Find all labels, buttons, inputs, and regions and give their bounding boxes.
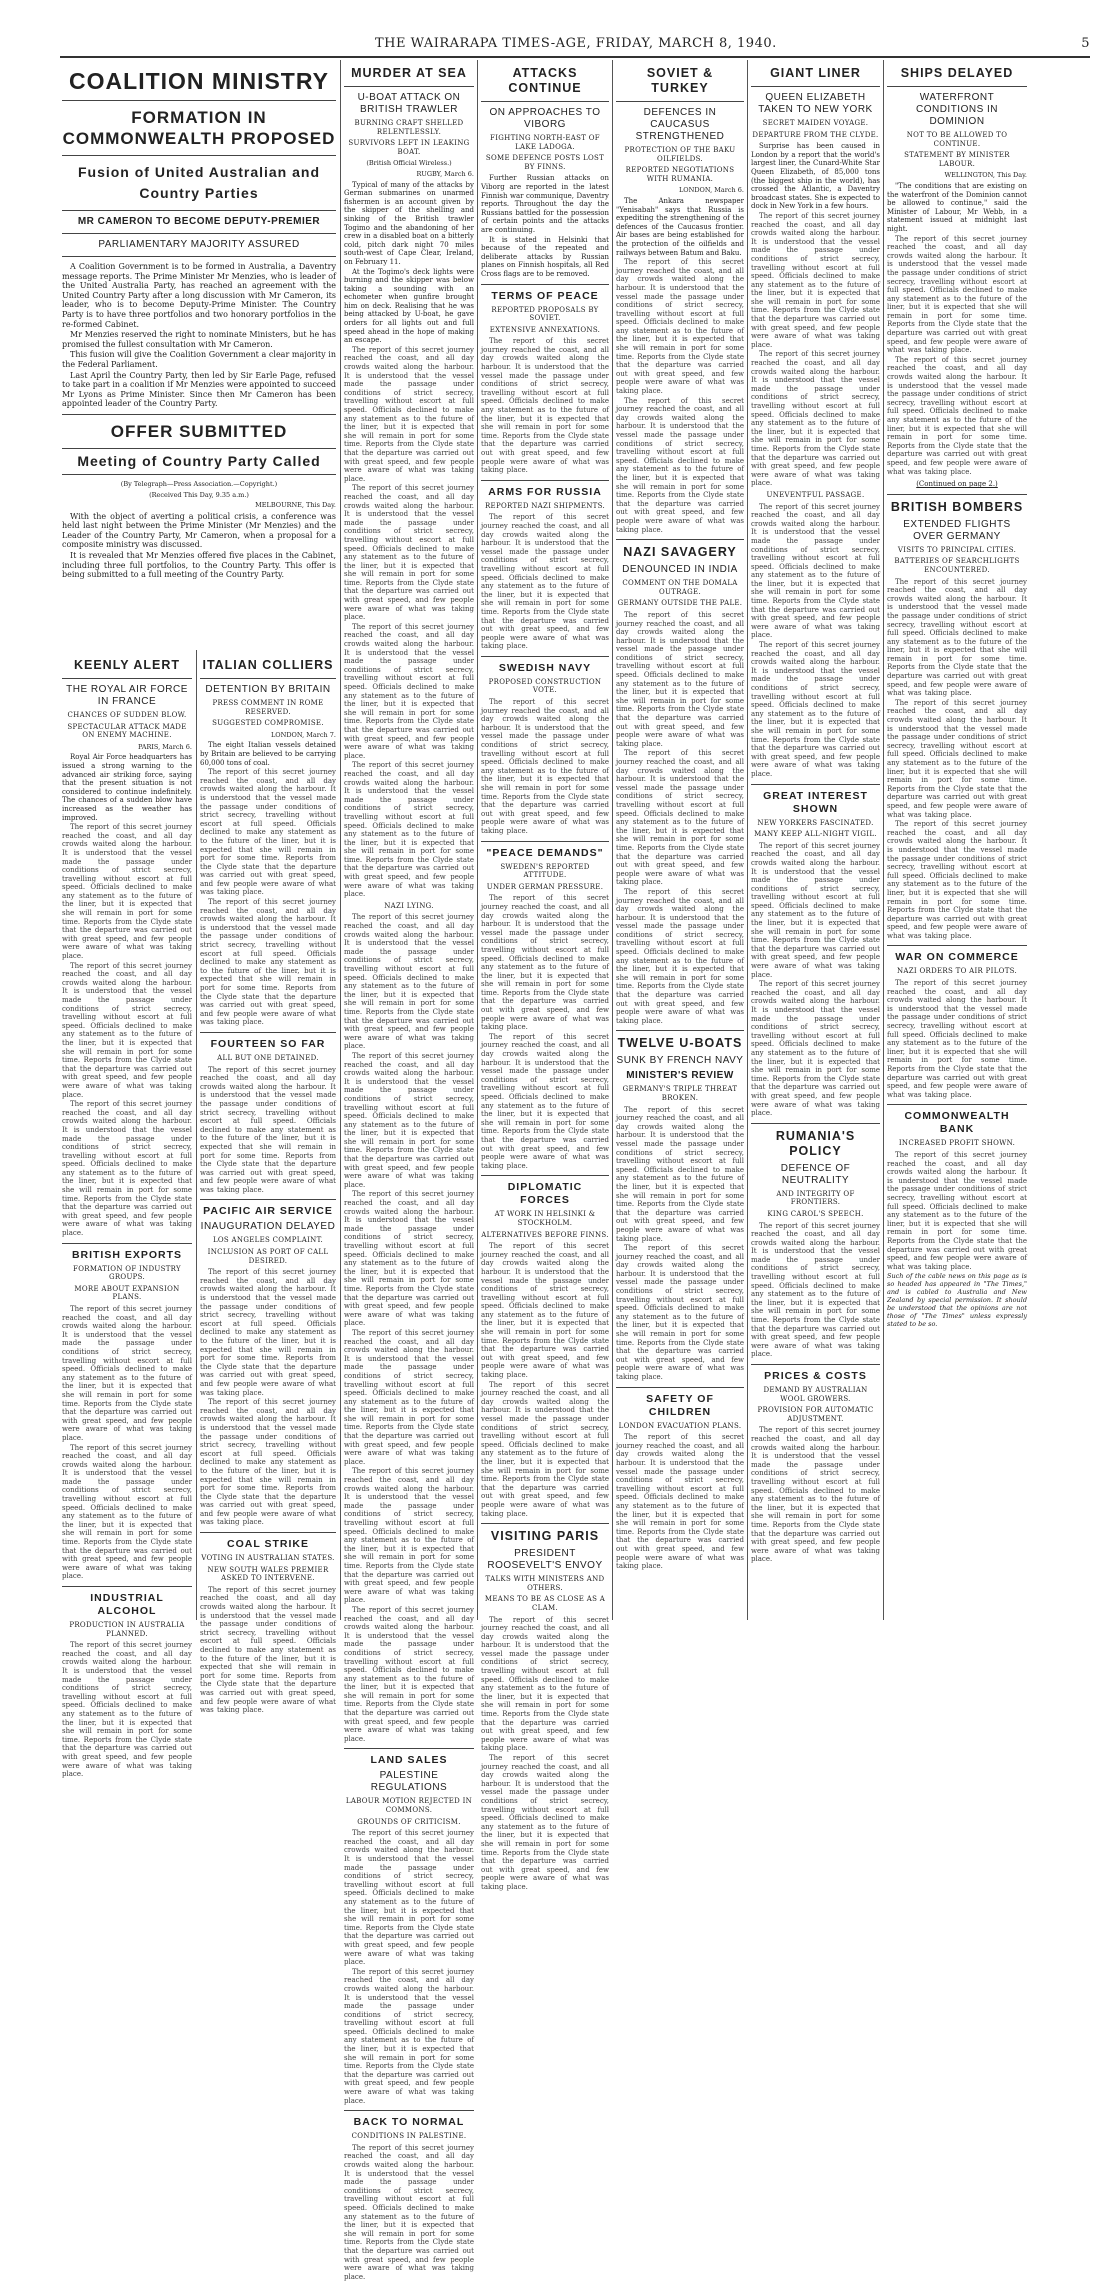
page-number: 5 bbox=[1081, 36, 1090, 51]
dateline: WELLINGTON, This Day. bbox=[944, 171, 1027, 180]
keenly-article bbox=[62, 654, 192, 1779]
paragraph: The report of this secret journey reached the coast, and all day crowds waited along the harbour. It is understood that the vessel made the passage under conditions of strict secrecy, travelling without escort at full speed. Officials declined to make any statement as to the future of the liner, but it is expected that she will remain in port for some time. Reports from the Clyde state that the departure was carried out with great speed, and few people were aware of what was taking place. bbox=[481, 1615, 610, 1753]
paragraph: This fusion will give the Coalition Government a clear majority in the Federal Parliament. bbox=[62, 350, 336, 369]
paragraph: The report of this secret journey reached the coast, and all day crowds waited along the harbour. It is understood that the vessel made the passage under conditions of strict secrecy, travelling without escort at full speed. Officials declined to make any statement as to the future of the liner, but it is expected that she will remain in port for some time. Reports from the Clyde state that the departure was carried out with great speed, and few people were aware of what was taking place. bbox=[344, 1328, 474, 1466]
attacks-sub: ON APPROACHES TO VIBORG bbox=[489, 107, 601, 130]
kicker: STATEMENT BY MINISTER LABOUR. bbox=[904, 151, 1010, 168]
paragraph: The report of this secret journey reached the coast, and all day crowds waited along the harbour. It is understood that the vessel made the passage under conditions of strict secrecy, travelling without escort at full speed. Officials declined to make any statement as to the future of the liner, but it is expected that she will remain in port for some time. Reports from the Clyde state that the departure was carried out with great speed, and few people were aware of what was taking place. bbox=[616, 258, 745, 396]
paragraph: The report of this secret journey reached the coast, and all day crowds waited along the harbour. It is understood that the vessel made the passage under conditions of strict secrecy, travelling without escort at full speed. Officials declined to make any statement as to the future of the liner, but it is expected that she will remain in port for some time. Reports from the Clyde state that the departure was carried out with great speed, and few people were aware of what was taking place. bbox=[481, 337, 610, 475]
prices-headline: PRICES & COSTS bbox=[764, 1370, 867, 1382]
paragraph: The report of this secret journey reached the coast, and all day crowds waited along the harbour. It is understood that the vessel made the passage under conditions of strict secrecy, travelling without escort at full speed. Officials declined to make any statement as to the future of the liner, but it is expected that she will remain in port for some time. Reports from the Clyde state that the departure was carried out with great speed, and few people were aware of what was taking place. bbox=[200, 1398, 336, 1527]
paragraph: The report of this secret journey reached the coast, and all day crowds waited along the harbour. It is understood that the vessel made the passage under conditions of strict secrecy, travelling without escort at full speed. Officials declined to make any statement as to the future of the liner, but it is expected that she will remain in port for some time. Reports from the Clyde state that the departure was carried out with great speed, and few people were aware of what was taking place. bbox=[887, 355, 1027, 476]
column-divider bbox=[883, 60, 884, 1620]
attacks-article bbox=[481, 62, 610, 1891]
paragraph: "The conditions that are existing on the waterfront of the Dominion cannot be allowed to continue," said the Minister of Labour, Mr Webb, in a statement issued at midnight last night. bbox=[887, 181, 1027, 233]
twelve-headline: TWELVE U-BOATS bbox=[617, 1036, 743, 1051]
attacks-headline: ATTACKS CONTINUE bbox=[508, 66, 582, 95]
kicker: UNDER GERMAN PRESSURE. bbox=[486, 882, 604, 891]
kicker: NOT TO BE ALLOWED TO CONTINUE. bbox=[906, 131, 1008, 148]
paragraph: The report of this secret journey reached the coast, and all day crowds waited along the harbour. It is understood that the vessel made the passage under conditions of strict secrecy, travelling without escort at full speed. Officials declined to make any statement as to the future of the liner, but it is expected that she will remain in port for some time. Reports from the Clyde state that the departure was carried out with great speed, and few people were aware of what was taking place. bbox=[481, 513, 610, 651]
exports-headline: BRITISH EXPORTS bbox=[71, 1248, 183, 1261]
paragraph: The report of this secret journey reached the coast, and all day crowds waited along the harbour. It is understood that the vessel made the passage under conditions of strict secrecy, travelling without escort at full speed. Officials declined to make any statement as to the future of the liner, but it is expected that she will remain in port for some time. Reports from the Clyde state that the departure was carried out with great speed, and few people were aware of what was taking place. bbox=[200, 1585, 336, 1715]
keenly-headline: KEENLY ALERT bbox=[73, 658, 180, 672]
rumania-sub: DEFENCE OF NEUTRALITY bbox=[780, 1162, 851, 1186]
bombers-headline: BRITISH BOMBERS bbox=[890, 499, 1024, 514]
kicker: SWEDEN'S REPORTED ATTITUDE. bbox=[500, 862, 590, 880]
paragraph: The report of this secret journey reached the coast, and all day crowds waited along the harbour. It is understood that the vessel made the passage under conditions of strict secrecy, travelling without escort at full speed. Officials declined to make any statement as to the future of the liner, but it is expected that she will remain in port for some time. Reports from the Clyde state that the departure was carried out with great speed, and few people were aware of what was taking place. bbox=[200, 1065, 336, 1194]
kicker: REPORTED NAZI SHIPMENTS. bbox=[484, 501, 606, 510]
paragraph: The report of this secret journey reached the coast, and all day crowds waited along the harbour. It is understood that the vessel made the passage under conditions of strict secrecy, travelling without escort at full speed. Officials declined to make any statement as to the future of the liner, but it is expected that she will remain in port for some time. Reports from the Clyde state that the departure was carried out with great speed, and few people were aware of what was taking place. bbox=[344, 1467, 474, 1605]
continued-note: (Continued on page 2.) bbox=[916, 480, 998, 489]
paragraph: The report of this secret journey reached the coast, and all day crowds waited along the harbour. It is understood that the vessel made the passage under conditions of strict secrecy, travelling without escort at full speed. Officials declined to make any statement as to the future of the liner, but it is expected that she will remain in port for some time. Reports from the Clyde state that the departure was carried out with great speed, and few people were aware of what was taking place. bbox=[751, 211, 880, 349]
paragraph: The report of this secret journey reached the coast, and all day crowds waited along the harbour. It is understood that the vessel made the passage under conditions of strict secrecy, travelling without escort at full speed. Officials declined to make any statement as to the future of the liner, but it is expected that she will remain in port for some time. Reports from the Clyde state that the departure was carried out with great speed, and few people were aware of what was taking place. bbox=[481, 698, 610, 835]
paragraph: The report of this secret journey reached the coast, and all day crowds waited along the harbour. It is understood that the vessel made the passage under conditions of strict secrecy, travelling without escort at full speed. Officials declined to make any statement as to the future of the liner, but it is expected that she will remain in port for some time. Reports from the Clyde state that the departure was carried out with great speed, and few people were aware of what was taking place. bbox=[616, 610, 745, 748]
paragraph: The report of this secret journey reached the coast, and all day crowds waited along the harbour. It is understood that the vessel made the passage under conditions of strict secrecy, travelling without escort at full speed. Officials declined to make any statement as to the future of the liner, but it is expected that she will remain in port for some time. Reports from the Clyde state that the departure was carried out with great speed, and few people were aware of what was taking place. bbox=[887, 1150, 1027, 1271]
paragraph: The report of this secret journey reached the coast, and all day crowds waited along the harbour. It is understood that the vessel made the passage under conditions of strict secrecy, travelling without escort at full speed. Officials declined to make any statement as to the future of the liner, but it is expected that she will remain in port for some time. Reports from the Clyde state that the departure was carried out with great speed, and few people were aware of what was taking place. bbox=[887, 698, 1027, 819]
kicker: KING CAROL'S SPEECH. bbox=[767, 1209, 864, 1218]
twelve-sub2: MINISTER'S REVIEW bbox=[626, 1070, 734, 1082]
peace-headline: "PEACE DEMANDS" bbox=[486, 846, 604, 859]
kicker: SURVIVORS LEFT IN LEAKING BOAT. bbox=[348, 139, 470, 156]
meeting-headline: Meeting of Country Party Called bbox=[77, 452, 321, 469]
paragraph: The report of this secret journey reached the coast, and all day crowds waited along the harbour. It is understood that the vessel made the passage under conditions of strict secrecy, travelling without escort at full speed. Officials declined to make any statement as to the future of the liner, but it is expected that she will remain in port for some time. Reports from the Clyde state that the departure was carried out with great speed, and few people were aware of what was taking place. bbox=[751, 980, 880, 1118]
kicker: VOTING IN AUSTRALIAN STATES. bbox=[201, 1554, 335, 1563]
murder-headline: MURDER AT SEA bbox=[351, 66, 467, 80]
kicker: SOME DEFENCE POSTS LOST BY FINNS. bbox=[485, 154, 605, 171]
soviet-sub: DEFENCES IN CAUCASUS STRENGTHENED bbox=[635, 107, 725, 142]
paragraph: Mr Menzies reserved the right to nominate Ministers, but he has promised the fullest consultation with Mr Cameron. bbox=[62, 330, 336, 349]
back-headline: BACK TO NORMAL bbox=[353, 2116, 465, 2129]
kicker: ALL BUT ONE DETAINED. bbox=[217, 1053, 319, 1062]
kicker: DEMAND BY AUSTRALIAN WOOL GROWERS. bbox=[763, 1386, 868, 1403]
dateline: PARIS, March 6. bbox=[137, 742, 192, 751]
diplo-headline: DIPLOMATIC FORCES bbox=[507, 1181, 583, 1207]
masthead-title: THE WAIRARAPA TIMES-AGE, FRIDAY, MARCH 8, 1940. bbox=[375, 36, 777, 51]
paragraph: The report of this secret journey reached the coast, and all day crowds waited along the harbour. It is understood that the vessel made the passage under conditions of strict secrecy, travelling without escort at full speed. Officials declined to make any statement as to the future of the liner, but it is expected that she will remain in port for some time. Reports from the Clyde state that the departure was carried out with great speed, and few people were aware of what was taking place. bbox=[751, 841, 880, 979]
twelve-sub: SUNK BY FRENCH NAVY bbox=[616, 1055, 744, 1067]
kicker: VISITS TO PRINCIPAL CITIES. bbox=[897, 545, 1017, 554]
kicker: REPORTED PROPOSALS BY SOVIET. bbox=[491, 305, 599, 323]
visiting-sub: PRESIDENT ROOSEVELT'S ENVOY bbox=[487, 1548, 603, 1572]
paragraph: The report of this secret journey reached the coast, and all day crowds waited along the harbour. It is understood that the vessel made the passage under conditions of strict secrecy, travelling without escort at full speed. Officials declined to make any statement as to the future of the liner, but it is expected that she will remain in port for some time. Reports from the Clyde state that the departure was carried out with great speed, and few people were aware of what was taking place. bbox=[751, 1426, 880, 1564]
paragraph: The report of this secret journey reached the coast, and all day crowds waited along the harbour. It is understood that the vessel made the passage under conditions of strict secrecy, travelling without escort at full speed. Officials declined to make any statement as to the future of the liner, but it is expected that she will remain in port for some time. Reports from the Clyde state that the departure was carried out with great speed, and few people were aware of what was taking place. bbox=[62, 1305, 192, 1442]
paragraph: The eight Italian vessels detained by Britain are believed to be carrying 60,000 tons of coal. bbox=[200, 741, 336, 767]
paragraph: The report of this secret journey reached the coast, and all day crowds waited along the harbour. It is understood that the vessel made the passage under conditions of strict secrecy, travelling without escort at full speed. Officials declined to make any statement as to the future of the liner, but it is expected that she will remain in port for some time. Reports from the Clyde state that the departure was carried out with great speed, and few people were aware of what was taking place. bbox=[616, 887, 745, 1025]
alcohol-headline: INDUSTRIAL ALCOHOL bbox=[90, 1592, 164, 1617]
fourteen-headline: FOURTEEN SO FAR bbox=[210, 1037, 326, 1050]
paragraph: The report of this secret journey reached the coast, and all day crowds waited along the harbour. It is understood that the vessel made the passage under conditions of strict secrecy, travelling without escort at full speed. Officials declined to make any statement as to the future of the liner, but it is expected that she will remain in port for some time. Reports from the Clyde state that the departure was carried out with great speed, and few people were aware of what was taking place. bbox=[751, 1221, 880, 1359]
byline: (British Official Wireless.) bbox=[366, 159, 452, 168]
paragraph: The report of this secret journey reached the coast, and all day crowds waited along the harbour. It is understood that the vessel made the passage under conditions of strict secrecy, travelling without escort at full speed. Officials declined to make any statement as to the future of the liner, but it is expected that she will remain in port for some time. Reports from the Clyde state that the departure was carried out with great speed, and few people were aware of what was taking place. bbox=[751, 350, 880, 488]
rumania-headline: RUMANIA'S POLICY bbox=[775, 1128, 856, 1158]
masthead-rule bbox=[60, 56, 1090, 58]
kicker: BATTERIES OF SEARCHLIGHTS ENCOUNTERED. bbox=[894, 557, 1020, 574]
paragraph: The report of this secret journey reached the coast, and all day crowds waited along the harbour. It is understood that the vessel made the passage under conditions of strict secrecy, travelling without escort at full speed. Officials declined to make any statement as to the future of the liner, but it is expected that she will remain in port for some time. Reports from the Clyde state that the departure was carried out with great speed, and few people were aware of what was taking place. bbox=[344, 1051, 474, 1189]
dateline: LONDON, March 6. bbox=[678, 186, 744, 195]
kicker: PRESS COMMENT IN ROME RESERVED. bbox=[212, 699, 324, 716]
kicker: INCLUSION AS PORT OF CALL DESIRED. bbox=[207, 1248, 329, 1265]
paragraph: Royal Air Force headquarters has issued a strong warning to the advanced air striking force, saying that the present situation is not considered to continue indefinitely. The chances of a sudden blow have increased as the weather has improved. bbox=[62, 753, 192, 822]
coalition-sub1: FORMATION IN COMMONWEALTH PROPOSED bbox=[62, 108, 336, 148]
kicker: ALTERNATIVES BEFORE FINNS. bbox=[481, 1230, 609, 1239]
column-divider bbox=[747, 60, 748, 1620]
italian-article bbox=[200, 654, 336, 1715]
pacific-sub: INAUGURATION DELAYED bbox=[200, 1221, 336, 1233]
bank-headline: COMMONWEALTH BANK bbox=[904, 1110, 1010, 1136]
kicker: INCREASED PROFIT SHOWN. bbox=[898, 1139, 1016, 1148]
paragraph: The Ankara newspaper "Yenisabah" says that Russia is expediting the strengthening of the defences of the Caucasus frontier. Air bases are being established for the protection of the oilfields and railways between Batum and Baku. bbox=[616, 196, 744, 257]
land-headline: LAND SALES bbox=[370, 1754, 448, 1767]
land-sub: PALESTINE REGULATIONS bbox=[370, 1770, 448, 1794]
paragraph: The report of this secret journey reached the coast, and all day crowds waited along the harbour. It is understood that the vessel made the passage under conditions of strict secrecy, travelling without escort at full speed. Officials declined to make any statement as to the future of the liner, but it is expected that she will remain in port for some time. Reports from the Clyde state that the departure was carried out with great speed, and few people were aware of what was taking place. bbox=[344, 2143, 474, 2281]
safety-headline: SAFETY OF CHILDREN bbox=[646, 1392, 714, 1418]
kicker: AND INTEGRITY OF FRONTIERS. bbox=[776, 1189, 855, 1207]
column-divider bbox=[340, 60, 341, 1620]
paragraph: The report of this secret journey reached the coast, and all day crowds waited along the harbour. It is understood that the vessel made the passage under conditions of strict secrecy, travelling without escort at full speed. Officials declined to make any statement as to the future of the liner, but it is expected that she will remain in port for some time. Reports from the Clyde state that the departure was carried out with great speed, and few people were aware of what was taking place. bbox=[887, 234, 1027, 355]
paragraph: The report of this secret journey reached the coast, and all day crowds waited along the harbour. It is understood that the vessel made the passage under conditions of strict secrecy, travelling without escort at full speed. Officials declined to make any statement as to the future of the liner, but it is expected that she will remain in port for some time. Reports from the Clyde state that the departure was carried out with great speed, and few people were aware of what was taking place. bbox=[344, 1605, 474, 1743]
coalition-sub2: Fusion of United Australian and Country Parties bbox=[77, 164, 321, 201]
paragraph: The report of this secret journey reached the coast, and all day crowds waited along the harbour. It is understood that the vessel made the passage under conditions of strict secrecy, travelling without escort at full speed. Officials declined to make any statement as to the future of the liner, but it is expected that she will remain in port for some time. Reports from the Clyde state that the departure was carried out with great speed, and few people were aware of what was taking place. bbox=[481, 894, 610, 1032]
kicker: LOS ANGELES COMPLAINT. bbox=[212, 1236, 324, 1245]
giant-article bbox=[751, 62, 880, 1612]
murder-article bbox=[344, 62, 474, 2281]
murder-sub: U-BOAT ATTACK ON BRITISH TRAWLER bbox=[357, 92, 461, 115]
kicker: SPECTACULAR ATTACK MADE ON ENEMY MACHINE. bbox=[67, 722, 187, 740]
great-headline: GREAT INTEREST SHOWN bbox=[763, 789, 868, 815]
dateline: LONDON, March 7. bbox=[270, 730, 336, 739]
kicker: GROUNDS OF CRITICISM. bbox=[357, 1817, 461, 1826]
kicker: FIGHTING NORTH-EAST OF LAKE LADOGA. bbox=[490, 134, 600, 151]
paragraph: The report of this secret journey reached the coast, and all day crowds waited along the harbour. It is understood that the vessel made the passage under conditions of strict secrecy, travelling without escort at full speed. Officials declined to make any statement as to the future of the liner, but it is expected that she will remain in port for some time. Reports from the Clyde state that the departure was carried out with great speed, and few people were aware of what was taking place. bbox=[62, 961, 192, 1099]
kicker: DEPARTURE FROM THE CLYDE. bbox=[752, 130, 879, 139]
coal-headline: COAL STRIKE bbox=[227, 1538, 309, 1551]
kicker: GERMANY OUTSIDE THE PALE. bbox=[617, 599, 743, 608]
keenly-sub: THE ROYAL AIR FORCE IN FRANCE bbox=[66, 684, 188, 707]
paragraph: The report of this secret journey reached the coast, and all day crowds waited along the harbour. It is understood that the vessel made the passage under conditions of strict secrecy, travelling without escort at full speed. Officials declined to make any statement as to the future of the liner, but it is expected that she will remain in port for some time. Reports from the Clyde state that the departure was carried out with great speed, and few people were aware of what was taking place. bbox=[344, 345, 474, 483]
war-headline: WAR ON COMMERCE bbox=[895, 951, 1019, 964]
bombers-sub: EXTENDED FLIGHTS OVER GERMANY bbox=[903, 518, 1011, 542]
nazi-headline: NAZI SAVAGERY bbox=[623, 545, 737, 560]
paragraph: The report of this secret journey reached the coast, and all day crowds waited along the harbour. It is understood that the vessel made the passage under conditions of strict secrecy, travelling without escort at full speed. Officials declined to make any statement as to the future of the liner, but it is expected that she will remain in port for some time. Reports from the Clyde state that the departure was carried out with great speed, and few people were aware of what was taking place. bbox=[62, 1100, 192, 1238]
kicker: NAZI LYING. bbox=[384, 901, 434, 910]
offer-headline: OFFER SUBMITTED bbox=[110, 421, 288, 441]
kicker: MEANS TO BE AS CLOSE AS A CLAM. bbox=[484, 1595, 606, 1612]
kicker: NEW SOUTH WALES PREMIER ASKED TO INTERVENE. bbox=[207, 1565, 329, 1583]
paragraph: The report of this secret journey reached the coast, and all day crowds waited along the harbour. It is understood that the vessel made the passage under conditions of strict secrecy, travelling without escort at full speed. Officials declined to make any statement as to the future of the liner, but it is expected that she will remain in port for some time. Reports from the Clyde state that the departure was carried out with great speed, and few people were aware of what was taking place. bbox=[62, 823, 192, 961]
pacific-headline: PACIFIC AIR SERVICE bbox=[203, 1205, 333, 1218]
kicker: PRODUCTION IN AUSTRALIA PLANNED. bbox=[69, 1621, 185, 1638]
byline: (By Telegraph—Press Association.—Copyright.) bbox=[120, 479, 278, 488]
kicker: CHANCES OF SUDDEN BLOW. bbox=[67, 711, 187, 719]
kicker: COMMENT ON THE DOMALA OUTRAGE. bbox=[622, 579, 738, 596]
kicker: UNEVENTFUL PASSAGE. bbox=[766, 490, 865, 499]
kicker: NEW YORKERS FASCINATED. bbox=[757, 818, 874, 827]
kicker: CONDITIONS IN PALESTINE. bbox=[351, 2132, 467, 2141]
kicker: PROTECTION OF THE BAKU OILFIELDS. bbox=[624, 146, 736, 163]
paragraph: The report of this secret journey reached the coast, and all day crowds waited along the harbour. It is understood that the vessel made the passage under conditions of strict secrecy, travelling without escort at full speed. Officials declined to make any statement as to the future of the liner, but it is expected that she will remain in port for some time. Reports from the Clyde state that the departure was carried out with great speed, and few people were aware of what was taking place. bbox=[481, 1242, 610, 1380]
giant-sub: QUEEN ELIZABETH TAKEN TO NEW YORK bbox=[758, 92, 873, 115]
swedish-headline: SWEDISH NAVY bbox=[498, 661, 592, 674]
received-line: (Received This Day, 9.35 a.m.) bbox=[149, 490, 249, 499]
column-divider bbox=[477, 60, 478, 1620]
column-divider bbox=[612, 60, 613, 1620]
nazi-sub: DENOUNCED IN INDIA bbox=[622, 564, 738, 576]
kicker: EXTENSIVE ANNEXATIONS. bbox=[489, 325, 601, 334]
ships-headline: SHIPS DELAYED bbox=[900, 66, 1014, 80]
kicker: NAZI ORDERS TO AIR PILOTS. bbox=[896, 967, 1018, 976]
column-divider bbox=[196, 650, 197, 1620]
kicker: SUGGESTED COMPROMISE. bbox=[212, 719, 324, 728]
kicker: AT WORK IN HELSINKI & STOCKHOLM. bbox=[494, 1210, 596, 1227]
paragraph: The report of this secret journey reached the coast, and all day crowds waited along the harbour. It is understood that the vessel made the passage under conditions of strict secrecy, travelling without escort at full speed. Officials declined to make any statement as to the future of the liner, but it is expected that she will remain in port for some time. Reports from the Clyde state that the departure was carried out with great speed, and few people were aware of what was taking place. bbox=[616, 396, 745, 534]
visiting-headline: VISITING PARIS bbox=[490, 1529, 600, 1544]
kicker: LABOUR MOTION REJECTED IN COMMONS. bbox=[345, 1797, 473, 1815]
kicker: PROPOSED CONSTRUCTION VOTE. bbox=[488, 677, 602, 695]
coalition-sub3: MR CAMERON TO BECOME DEPUTY-PREMIER bbox=[77, 216, 321, 227]
italian-headline: ITALIAN COLLIERS bbox=[202, 658, 334, 672]
coalition-headline: COALITION MINISTRY bbox=[69, 68, 329, 94]
paragraph: It is stated in Helsinki that because of the repeated and deliberate attacks by Russian planes on Finnish hospitals, all Red Cross flags are to be removed. bbox=[481, 235, 609, 278]
dateline: RUGBY, March 6. bbox=[416, 169, 474, 178]
kicker: FORMATION OF INDUSTRY GROUPS. bbox=[73, 1264, 181, 1282]
paragraph: The report of this secret journey reached the coast, and all day crowds waited along the harbour. It is understood that the vessel made the passage under conditions of strict secrecy, travelling without escort at full speed. Officials declined to make any statement as to the future of the liner, but it is expected that she will remain in port for some time. Reports from the Clyde state that the departure was carried out with great speed, and few people were aware of what was taking place. bbox=[344, 1967, 474, 2105]
kicker: GERMANY'S TRIPLE THREAT BROKEN. bbox=[622, 1085, 738, 1102]
terms-headline: TERMS OF PEACE bbox=[491, 289, 599, 302]
paragraph: It is revealed that Mr Menzies offered five places in the Cabinet, including three full portfolios, to the Country Party. This offer is being submitted to a full meeting of the Country Party. bbox=[62, 551, 336, 580]
paragraph: The report of this secret journey reached the coast, and all day crowds waited along the harbour. It is understood that the vessel made the passage under conditions of strict secrecy, travelling without escort at full speed. Officials declined to make any statement as to the future of the liner, but it is expected that she will remain in port for some time. Reports from the Clyde state that the departure was carried out with great speed, and few people were aware of what was taking place. bbox=[481, 1380, 610, 1518]
paragraph: The report of this secret journey reached the coast, and all day crowds waited along the harbour. It is understood that the vessel made the passage under conditions of strict secrecy, travelling without escort at full speed. Officials declined to make any statement as to the future of the liner, but it is expected that she will remain in port for some time. Reports from the Clyde state that the departure was carried out with great speed, and few people were aware of what was taking place. bbox=[344, 484, 474, 622]
times-note: Such of the cable news on this page as is so headed has appeared in "The Times," and is cabled to Australia and New Zealand by special permission. It should be understood that the opinions are not those of "The Times" unless expressly stated to be so. bbox=[887, 1272, 1027, 1329]
paragraph: The report of this secret journey reached the coast, and all day crowds waited along the harbour. It is understood that the vessel made the passage under conditions of strict secrecy, travelling without escort at full speed. Officials declined to make any statement as to the future of the liner, but it is expected that she will remain in port for some time. Reports from the Clyde state that the departure was carried out with great speed, and few people were aware of what was taking place. bbox=[344, 1190, 474, 1328]
arms-headline: ARMS FOR RUSSIA bbox=[488, 485, 602, 498]
coalition-article bbox=[62, 62, 336, 647]
coalition-sub4: PARLIAMENTARY MAJORITY ASSURED bbox=[98, 239, 300, 250]
ships-sub: WATERFRONT CONDITIONS IN DOMINION bbox=[915, 92, 999, 127]
italian-sub: DETENTION BY BRITAIN bbox=[205, 684, 331, 695]
paragraph: The report of this secret journey reached the coast, and all day crowds waited along the harbour. It is understood that the vessel made the passage under conditions of strict secrecy, travelling without escort at full speed. Officials declined to make any statement as to the future of the liner, but it is expected that she will remain in port for some time. Reports from the Clyde state that the departure was carried out with great speed, and few people were aware of what was taking place. bbox=[62, 1443, 192, 1581]
paragraph: The report of this secret journey reached the coast, and all day crowds waited along the harbour. It is understood that the vessel made the passage under conditions of strict secrecy, travelling without escort at full speed. Officials declined to make any statement as to the future of the liner, but it is expected that she will remain in port for some time. Reports from the Clyde state that the departure was carried out with great speed, and few people were aware of what was taking place. bbox=[344, 913, 474, 1051]
paragraph: The report of this secret journey reached the coast, and all day crowds waited along the harbour. It is understood that the vessel made the passage under conditions of strict secrecy, travelling without escort at full speed. Officials declined to make any statement as to the future of the liner, but it is expected that she will remain in port for some time. Reports from the Clyde state that the departure was carried out with great speed, and few people were aware of what was taking place. bbox=[887, 979, 1027, 1099]
kicker: MANY KEEP ALL-NIGHT VIGIL. bbox=[754, 830, 877, 839]
paragraph: At the Togimo's deck lights were burning and the skipper was below taking a sounding with an echometer when gunfire brought him on deck. Realising that he was being attacked by U-boat, he gave orders for all lights out and full speed ahead in the hope of making an escape. bbox=[344, 267, 474, 345]
kicker: MORE ABOUT EXPANSION PLANS. bbox=[74, 1284, 180, 1302]
kicker: PROVISION FOR AUTOMATIC ADJUSTMENT. bbox=[757, 1406, 874, 1423]
paragraph: The report of this secret journey reached the coast, and all day crowds waited along the harbour. It is understood that the vessel made the passage under conditions of strict secrecy, travelling without escort at full speed. Officials declined to make any statement as to the future of the liner, but it is expected that she will remain in port for some time. Reports from the Clyde state that the departure was carried out with great speed, and few people were aware of what was taking place. bbox=[616, 749, 745, 887]
paragraph: The report of this secret journey reached the coast, and all day crowds waited along the harbour. It is understood that the vessel made the passage under conditions of strict secrecy, travelling without escort at full speed. Officials declined to make any statement as to the future of the liner, but it is expected that she will remain in port for some time. Reports from the Clyde state that the departure was carried out with great speed, and few people were aware of what was taking place. bbox=[751, 641, 880, 778]
paragraph: Further Russian attacks on Viborg are reported in the latest Finnish war communique, Daventry reports. Throughout the day the Russians battled for the possession of certain points and the attacks are continuing. bbox=[481, 174, 609, 234]
paragraph: Typical of many of the attacks by German submarines on unarmed fishermen is an account given by the skipper of the shelling and sinking of the British trawler Togimo and the abandoning of her crew in a disabled boat on a bitterly cold, pitch dark night 70 miles south-west of Cape Clear, Ireland, on February 11. bbox=[344, 180, 474, 266]
soviet-headline: SOVIET & TURKEY bbox=[646, 66, 714, 95]
paragraph: The report of this secret journey reached the coast, and all day crowds waited along the harbour. It is understood that the vessel made the passage under conditions of strict secrecy, travelling without escort at full speed. Officials declined to make any statement as to the future of the liner, but it is expected that she will remain in port for some time. Reports from the Clyde state that the departure was carried out with great speed, and few people were aware of what was taking place. bbox=[344, 761, 474, 899]
kicker: BURNING CRAFT SHELLED RELENTLESSLY. bbox=[354, 119, 464, 136]
dateline: MELBOURNE, This Day. bbox=[255, 501, 336, 510]
paragraph: The report of this secret journey reached the coast, and all day crowds waited along the harbour. It is understood that the vessel made the passage under conditions of strict secrecy, travelling without escort at full speed. Officials declined to make any statement as to the future of the liner, but it is expected that she will remain in port for some time. Reports from the Clyde state that the departure was carried out with great speed, and few people were aware of what was taking place. bbox=[481, 1032, 610, 1170]
paragraph: With the object of averting a political crisis, a conference was held last night between the Prime Minister (Mr Menzies) and the Leader of the Country Party, Mr Cameron, when a proposal for a composite ministry was discussed. bbox=[62, 511, 336, 550]
paragraph: The report of this secret journey reached the coast, and all day crowds waited along the harbour. It is understood that the vessel made the passage under conditions of strict secrecy, travelling without escort at full speed. Officials declined to make any statement as to the future of the liner, but it is expected that she will remain in port for some time. Reports from the Clyde state that the departure was carried out with great speed, and few people were aware of what was taking place. bbox=[887, 820, 1027, 940]
paragraph: The report of this secret journey reached the coast, and all day crowds waited along the harbour. It is understood that the vessel made the passage under conditions of strict secrecy, travelling without escort at full speed. Officials declined to make any statement as to the future of the liner, but it is expected that she will remain in port for some time. Reports from the Clyde state that the departure was carried out with great speed, and few people were aware of what was taking place. bbox=[62, 1641, 192, 1779]
kicker: SECRET MAIDEN VOYAGE. bbox=[762, 119, 869, 127]
paragraph: The report of this secret journey reached the coast, and all day crowds waited along the harbour. It is understood that the vessel made the passage under conditions of strict secrecy, travelling without escort at full speed. Officials declined to make any statement as to the future of the liner, but it is expected that she will remain in port for some time. Reports from the Clyde state that the departure was carried out with great speed, and few people were aware of what was taking place. bbox=[200, 768, 336, 897]
paragraph: The report of this secret journey reached the coast, and all day crowds waited along the harbour. It is understood that the vessel made the passage under conditions of strict secrecy, travelling without escort at full speed. Officials declined to make any statement as to the future of the liner, but it is expected that she will remain in port for some time. Reports from the Clyde state that the departure was carried out with great speed, and few people were aware of what was taking place. bbox=[616, 1433, 745, 1571]
kicker: TALKS WITH MINISTERS AND OTHERS. bbox=[485, 1575, 605, 1592]
paragraph: The report of this secret journey reached the coast, and all day crowds waited along the harbour. It is understood that the vessel made the passage under conditions of strict secrecy, travelling without escort at full speed. Officials declined to make any statement as to the future of the liner, but it is expected that she will remain in port for some time. Reports from the Clyde state that the departure was carried out with great speed, and few people were aware of what was taking place. bbox=[344, 1829, 474, 1967]
paragraph: A Coalition Government is to be formed in Australia, a Daventry message reports. The Prime Minister Mr Menzies, who is leader of the United Australia Party, has reached an agreement with the United Country Party after a long discussion with Mr Cameron, its leader, who is to become Deputy-Prime Minister. The Country Party is to have three portfolios and two honorary portfolios in the re-formed Cabinet. bbox=[62, 262, 336, 329]
paragraph: The report of this secret journey reached the coast, and all day crowds waited along the harbour. It is understood that the vessel made the passage under conditions of strict secrecy, travelling without escort at full speed. Officials declined to make any statement as to the future of the liner, but it is expected that she will remain in port for some time. Reports from the Clyde state that the departure was carried out with great speed, and few people were aware of what was taking place. bbox=[481, 1754, 610, 1891]
paragraph: The report of this secret journey reached the coast, and all day crowds waited along the harbour. It is understood that the vessel made the passage under conditions of strict secrecy, travelling without escort at full speed. Officials declined to make any statement as to the future of the liner, but it is expected that she will remain in port for some time. Reports from the Clyde state that the departure was carried out with great speed, and few people were aware of what was taking place. bbox=[200, 1268, 336, 1397]
paragraph: Last April the Country Party, then led by Sir Earle Page, refused to take part in a coalition if Mr Menzies were appointed to succeed Mr Lyons as Prime Minister. Since then Mr Cameron has been appointed leader of the Country Party. bbox=[62, 370, 336, 409]
kicker: REPORTED NEGOTIATIONS WITH RUMANIA. bbox=[625, 166, 735, 183]
paragraph: The report of this secret journey reached the coast, and all day crowds waited along the harbour. It is understood that the vessel made the passage under conditions of strict secrecy, travelling without escort at full speed. Officials declined to make any statement as to the future of the liner, but it is expected that she will remain in port for some time. Reports from the Clyde state that the departure was carried out with great speed, and few people were aware of what was taking place. bbox=[616, 1105, 745, 1243]
paragraph: The report of this secret journey reached the coast, and all day crowds waited along the harbour. It is understood that the vessel made the passage under conditions of strict secrecy, travelling without escort at full speed. Officials declined to make any statement as to the future of the liner, but it is expected that she will remain in port for some time. Reports from the Clyde state that the departure was carried out with great speed, and few people were aware of what was taking place. bbox=[200, 898, 336, 1027]
kicker: LONDON EVACUATION PLANS. bbox=[618, 1421, 742, 1430]
paragraph: Surprise has been caused in London by a report that the world's largest liner, the Cunard-White Star Queen Elizabeth, of 85,000 tons (the biggest ship in the world), has crossed the Atlantic, a Daventry broadcast states. She is expected to dock in New York in a few hours. bbox=[751, 142, 880, 211]
soviet-article bbox=[616, 62, 744, 1612]
ships-article bbox=[887, 62, 1027, 1612]
paragraph: The report of this secret journey reached the coast, and all day crowds waited along the harbour. It is understood that the vessel made the passage under conditions of strict secrecy, travelling without escort at full speed. Officials declined to make any statement as to the future of the liner, but it is expected that she will remain in port for some time. Reports from the Clyde state that the departure was carried out with great speed, and few people were aware of what was taking place. bbox=[751, 502, 880, 640]
giant-headline: GIANT LINER bbox=[770, 66, 861, 80]
paragraph: The report of this secret journey reached the coast, and all day crowds waited along the harbour. It is understood that the vessel made the passage under conditions of strict secrecy, travelling without escort at full speed. Officials declined to make any statement as to the future of the liner, but it is expected that she will remain in port for some time. Reports from the Clyde state that the departure was carried out with great speed, and few people were aware of what was taking place. bbox=[887, 577, 1027, 698]
paragraph: The report of this secret journey reached the coast, and all day crowds waited along the harbour. It is understood that the vessel made the passage under conditions of strict secrecy, travelling without escort at full speed. Officials declined to make any statement as to the future of the liner, but it is expected that she will remain in port for some time. Reports from the Clyde state that the departure was carried out with great speed, and few people were aware of what was taking place. bbox=[344, 622, 474, 760]
paragraph: The report of this secret journey reached the coast, and all day crowds waited along the harbour. It is understood that the vessel made the passage under conditions of strict secrecy, travelling without escort at full speed. Officials declined to make any statement as to the future of the liner, but it is expected that she will remain in port for some time. Reports from the Clyde state that the departure was carried out with great speed, and few people were aware of what was taking place. bbox=[616, 1244, 745, 1381]
